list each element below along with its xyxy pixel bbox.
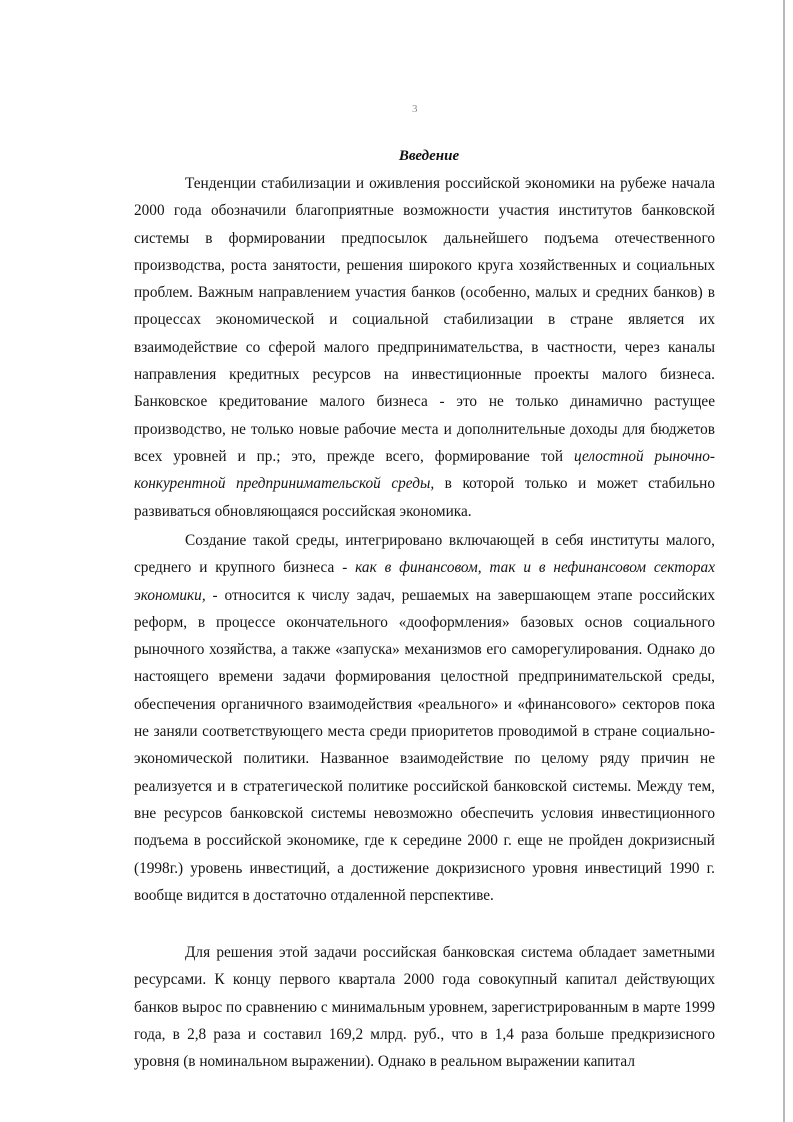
scan-edge-line xyxy=(783,0,785,1122)
paragraph-2 xyxy=(134,527,715,909)
page-number: 3 xyxy=(412,103,418,115)
paragraph-1 xyxy=(134,170,715,525)
paragraph-2-emphasis: как в финансовом, так и в нефинансовом секторах экономики, xyxy=(134,559,715,604)
page-title: Введение xyxy=(398,148,460,164)
paragraph-1-text-start: Тенденции стабилизации и оживления российской экономики на рубеже начала 2000 года обозначили благоприятные возможности участия институтов банковской системы в формировании предпосылок дальнейшего подъема отечественного производства, роста занятости, решения широкого круга хозяйственных и социальных проблем. Важным направлением участия банков (особенно, малых и средних банков) в процессах экономической и социальной стабилизации в стране является их взаимодействие со сферой малого предпринимательства, в частности, через каналы направления кредитных ресурсов на инвестиционные проекты малого бизнеса. Банковское кредитование малого бизнеса - это не только динамично растущее производство, не только новые рабочие места и дополнительные доходы для бюджетов всех уровней и пр.; это, прежде всего, формирование той xyxy=(134,175,715,465)
paragraph-3: Для решения этой задачи российская банковская система обладает заметными ресурсами. К концу первого квартала 2000 года совокупный капитал действующих банков вырос по сравнению с минимальным уровнем, зарегистрированным в марте 1999 года, в 2,8 раза и составил 169,2 млрд. руб., что в 1,4 раза больше предкризисного уровня (в номинальном выражении). Однако в реальном выражении капитал xyxy=(134,944,715,1071)
paragraph-1-text-end: в которой только и может стабильно развиваться обновляющаяся российская экономика. xyxy=(134,475,715,520)
paragraph-2-text-start: Создание такой среды, интегрировано включающей в себя институты малого, среднего и крупного бизнеса - xyxy=(134,532,715,577)
paragraph-1-emphasis: целостной рыночно-конкурентной предпринимательской среды, xyxy=(134,447,716,493)
paragraph-2-text-end: - относится к числу задач, решаемых на завершающем этапе российских реформ, в процессе окончательного «дооформления» базовых основ социального рыночного хозяйства, а также «запуска» механизмов его саморегулирования. Однако до настоящего времени задачи формирования целостной предпринимательской среды, обеспечения органичного взаимодействия «реального» и «финансового» секторов пока не заняли соответствующего места среди приоритетов проводимой в стране социально-экономической политики. Названное взаимодействие по целому ряду причин не реализуется и в стратегической политике российской банковской системы. Между тем, вне ресурсов банковской системы невозможно обеспечить условия инвестиционного подъема в российской экономике, где к середине 2000 г. еще не пройден докризисный (1998г.) уровень инвестиций, а достижение докризисного уровня инвестиций 1990 г. вообще видится в достаточно отдаленной перспективе. xyxy=(134,586,715,904)
